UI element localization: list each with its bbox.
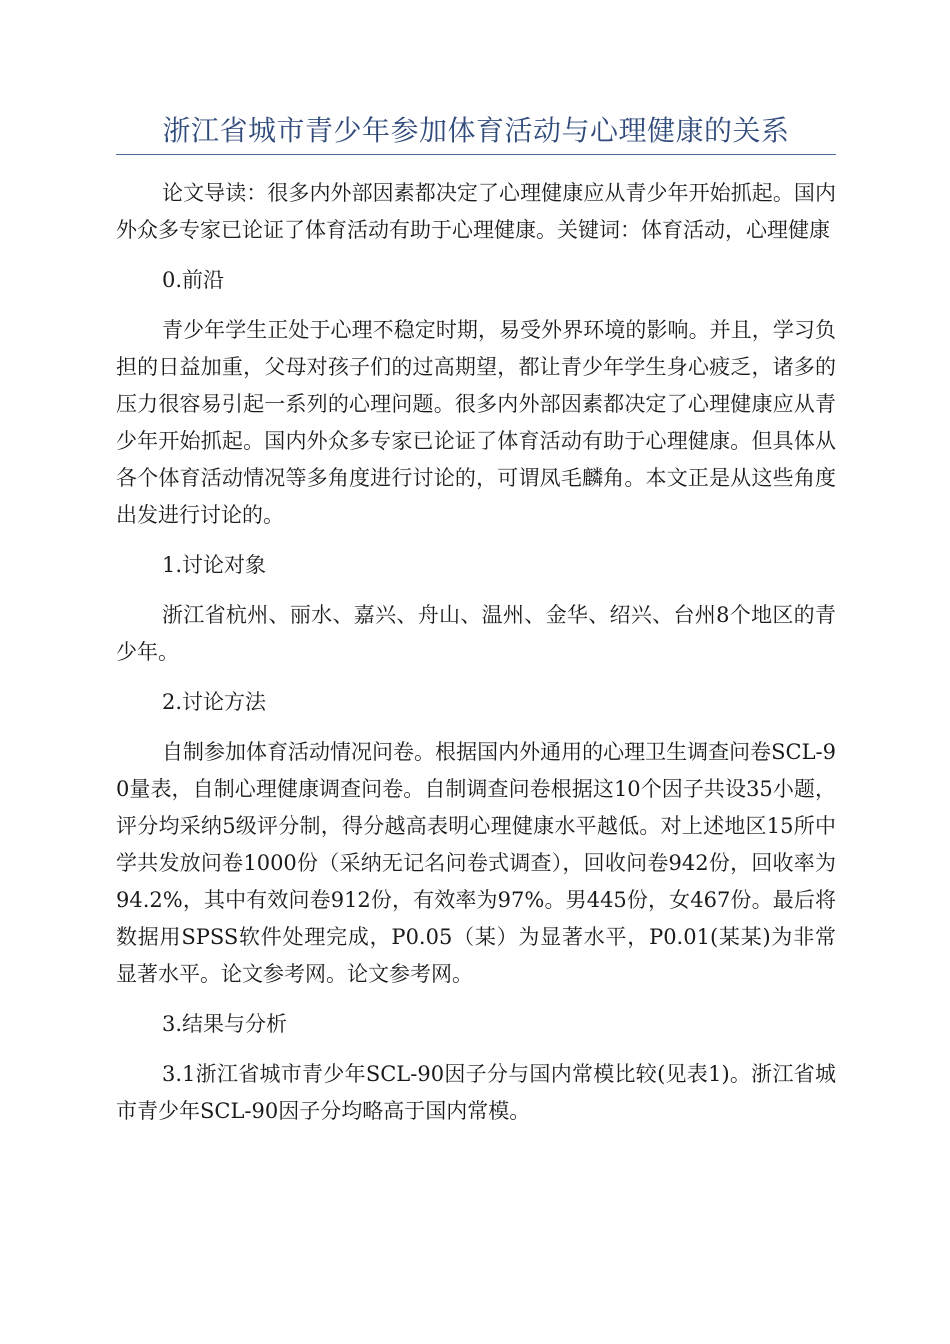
section-heading-results: 3.结果与分析 [162, 1012, 288, 1036]
document-page [116, 110, 836, 1143]
section-heading-preface: 0.前沿 [162, 268, 225, 292]
methods-paragraph: 自制参加体育活动情况问卷。根据国内外通用的心理卫生调查问卷SCL-90量表，自制心理健康调查问卷。自制调查问卷根据这10个因子共设35小题，评分均采纳5级评分制，得分越高表明心理健康水平越低。对上述地区15所中学共发放问卷1000份（采纳无记名问卷式调查），回收问卷942份，回收率为94.2%，其中有效问卷912份，有效率为97%。男445份，女467份。最后将数据用SPSS软件处理完成，P0.05（某）为显著水平，P0.01(某某)为非常显著水平。论文参考网。论文参考网。 [116, 740, 836, 986]
section-heading-methods: 2.讨论方法 [162, 690, 267, 714]
subjects-paragraph: 浙江省杭州、丽水、嘉兴、舟山、温州、金华、绍兴、台州8个地区的青少年。 [116, 603, 836, 664]
section-heading-subjects: 1.讨论对象 [162, 553, 267, 577]
document-title: 浙江省城市青少年参加体育活动与心理健康的关系 [162, 114, 790, 147]
title-underline [116, 154, 836, 155]
abstract-paragraph: 论文导读：很多内外部因素都决定了心理健康应从青少年开始抓起。国内外众多专家已论证了体育活动有助于心理健康。关键词：体育活动，心理健康 [116, 181, 836, 242]
preface-paragraph: 青少年学生正处于心理不稳定时期，易受外界环境的影响。并且，学习负担的日益加重，父母对孩子们的过高期望，都让青少年学生身心疲乏，诸多的压力很容易引起一系列的心理问题。很多内外部因素都决定了心理健康应从青少年开始抓起。国内外众多专家已论证了体育活动有助于心理健康。但具体从各个体育活动情况等多角度进行讨论的，可谓凤毛麟角。本文正是从这些角度出发进行讨论的。 [116, 318, 836, 527]
results-paragraph: 3.1浙江省城市青少年SCL-90因子分与国内常模比较(见表1)。浙江省城市青少年SCL-90因子分均略高于国内常模。 [116, 1062, 836, 1123]
